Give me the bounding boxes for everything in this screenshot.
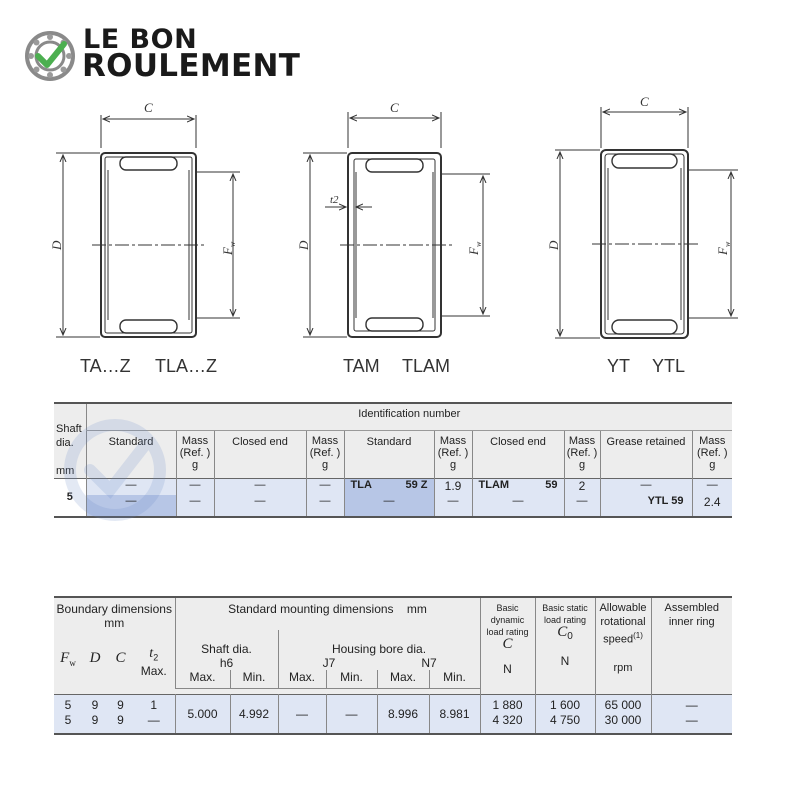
dim-d-label: D [49, 240, 64, 250]
drawing-ta-z [56, 115, 240, 337]
cell: 9 [91, 697, 99, 712]
min-header: Min. [429, 670, 480, 688]
bearing-drawings [0, 90, 800, 350]
drawing-yt [555, 107, 738, 338]
mass-header: Mass (Ref. ) g [564, 431, 600, 479]
table-row [54, 495, 732, 517]
inner-ring-header: Assembled inner ring [651, 597, 732, 694]
cell: — [306, 495, 344, 517]
static-rating-header: Basic static load rating $C_0$ N [535, 597, 595, 694]
cell: 9 [117, 697, 124, 712]
cell: — [651, 713, 732, 734]
cell: — [472, 495, 564, 517]
shaft-dia-header: Shaft dia. mm [56, 423, 82, 477]
col-standard: Standard [86, 431, 176, 449]
cell: 4.992 [230, 694, 278, 734]
dim-fw-label: $F_w$ [715, 241, 732, 255]
dim-c-label: C [390, 100, 399, 115]
max-header: Max. [278, 670, 326, 688]
dim-t2-label: t2 [330, 194, 339, 206]
caption-tla-z: TLA…Z [155, 356, 218, 376]
dimensions-table [54, 596, 732, 735]
cell: 9 [117, 713, 124, 727]
bearing-check-icon [24, 30, 76, 82]
ytl-mass: 2.4 [692, 495, 732, 517]
dim-d-label: D [296, 240, 311, 250]
cell: — [86, 495, 176, 517]
brand-line1: LE BON [83, 24, 198, 55]
cell: — [326, 694, 377, 734]
cell: 8.981 [429, 694, 480, 734]
caption-tam: TAM [343, 356, 380, 376]
cell: — [86, 479, 176, 495]
min-header: Min. [326, 670, 377, 688]
tla-model: TLA 59 Z [344, 479, 434, 495]
cell: 4 320 [480, 713, 535, 734]
cell: 4 750 [535, 713, 595, 734]
cell: 1 600 [535, 694, 595, 713]
cell: — [176, 495, 214, 517]
cell: — [344, 495, 434, 517]
dim-c-label: C [144, 100, 153, 115]
cell: — [434, 495, 472, 517]
drawing-tam [303, 112, 490, 337]
col-closed-end: Closed end [214, 431, 306, 449]
cell: — [147, 713, 160, 727]
cell: 30 000 [595, 713, 651, 734]
dim-d-label: D [546, 240, 561, 250]
table-row [54, 694, 732, 713]
tlam-model: TLAM 59 [472, 479, 564, 495]
cell: — [564, 495, 600, 517]
cell: 5 [64, 697, 72, 712]
mass-header: Mass (Ref. ) g [434, 431, 472, 479]
d-header: D [89, 650, 101, 666]
caption-ytl: YTL [652, 356, 686, 376]
col-grease-retained: Grease retained [600, 431, 692, 449]
cell: 9 [91, 713, 99, 727]
cell: 65 000 [595, 694, 651, 713]
table-row [54, 479, 732, 495]
cell: — [692, 479, 732, 495]
identification-table [54, 402, 732, 518]
t2-header: $t_2$ Max. [140, 646, 167, 679]
fw-header: $F_w$ [60, 650, 76, 668]
col-closed-end: Closed end [472, 431, 564, 449]
shaft-value: 5 [54, 479, 86, 517]
max-header: Max. [377, 670, 429, 688]
cell: 5.000 [175, 694, 230, 734]
cell: 1 [150, 697, 158, 712]
cell: 1 880 [480, 694, 535, 713]
caption-tlam: TLAM [402, 356, 451, 376]
mass-header: Mass (Ref. ) g [176, 431, 214, 479]
dynamic-rating-header: Basic dynamic load rating C N [480, 597, 535, 694]
cell: 8.996 [377, 694, 429, 734]
dim-fw-label: $F_w$ [220, 241, 237, 255]
cell: — [214, 495, 306, 517]
caption-ta-z: TA…Z [80, 356, 131, 376]
cell: — [176, 479, 214, 495]
cell: — [600, 479, 692, 495]
ident-header: Identification number [86, 403, 732, 431]
boundary-header: Boundary dimensions mm [56, 602, 172, 630]
cell: — [651, 694, 732, 713]
c-header: C [115, 650, 126, 666]
speed-header: Allowable rotational speed$^{(1)}$ rpm [595, 597, 651, 694]
mass-header: Mass (Ref. ) g [692, 431, 732, 479]
brand-line2: ROULEMENT [82, 48, 301, 84]
mounting-header: Standard mounting dimensions mm [175, 597, 480, 630]
cell: — [306, 479, 344, 495]
tlam-mass: 2 [564, 479, 600, 495]
dim-c-label: C [640, 94, 649, 109]
housing-header: Housing bore dia. J7 N7 [278, 630, 480, 670]
cell: 5 [64, 713, 72, 727]
mass-header: Mass (Ref. ) g [306, 431, 344, 479]
cell: — [214, 479, 306, 495]
max-header: Max. [175, 670, 230, 688]
tla-mass: 1.9 [434, 479, 472, 495]
col-standard: Standard [344, 431, 434, 449]
caption-yt: YT [607, 356, 631, 376]
shaft-dia-header: Shaft dia. h6 [175, 630, 278, 670]
cell: — [278, 694, 326, 734]
dim-fw-label: $F_w$ [466, 241, 483, 255]
min-header: Min. [230, 670, 278, 688]
ytl-model: YTL 59 [600, 495, 692, 517]
